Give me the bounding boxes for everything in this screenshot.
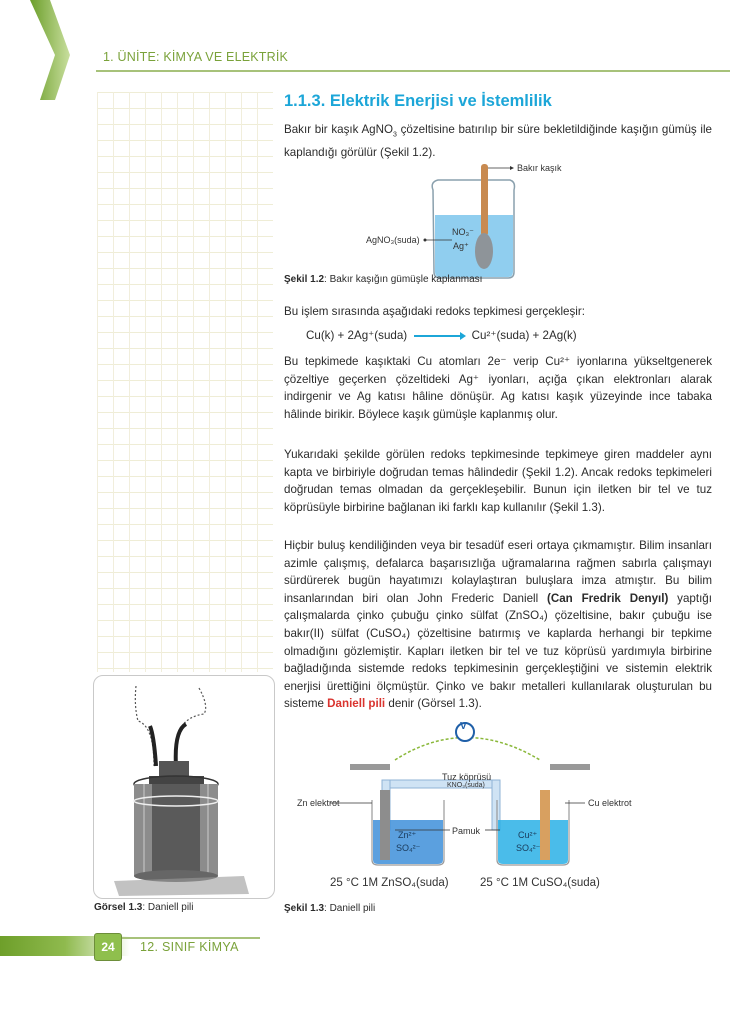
- book-title: 12. SINIF KİMYA: [140, 940, 239, 954]
- unit-title: 1. ÜNİTE: KİMYA VE ELEKTRİK: [103, 50, 289, 64]
- page-number: 24: [94, 933, 122, 961]
- so4-left-label: SO₄²⁻: [396, 843, 421, 853]
- equation-products: Cu²⁺(suda) + 2Ag(k): [471, 329, 577, 342]
- so4-right-label: SO₄²⁻: [516, 843, 541, 853]
- silver-coated-spoon: [475, 233, 493, 269]
- agno3-solution: [435, 215, 513, 277]
- notes-grid: [97, 92, 273, 672]
- label-agno3-solution: AgNO₃(suda): [366, 235, 420, 245]
- salt-bridge-label: Tuz köprüsü: [442, 772, 492, 782]
- header-divider: [96, 70, 730, 72]
- paragraph-indirect-contact: Yukarıdaki şekilde görülen redoks tepkimesinde tepkimeye giren maddeler aynı kapta ve birbiriyle doğrudan temas hâlindedir (Şekil 1.2). Ancak redoks tepkimeleri doğrudan temas olmadan da gerçekleşebilir. Bunun için iletken bir tel ve tuz köprüsüyle birbirine bağlanan iki farklı kap kullanılır (Şekil 1.3).: [284, 448, 712, 514]
- daniell-cell-term: Daniell pili: [327, 697, 386, 711]
- pronunciation-note: (Can Fredrik Denyıl): [547, 591, 669, 605]
- zn-ion-label: Zn²⁺: [398, 830, 417, 840]
- copper-spoon-handle: [481, 164, 488, 236]
- section-title: 1.1.3. Elektrik Enerjisi ve İstemlilik: [284, 92, 552, 110]
- zn-electrode-label: Zn elektrot: [297, 798, 340, 808]
- label-ag-ion: Ag⁺: [453, 241, 469, 251]
- salt-bridge-sub-label: KNO₃(suda): [447, 782, 485, 789]
- footer-divider: [120, 937, 260, 939]
- paragraph-daniell-history: Hiçbir buluş kendiliğinden veya bir tesadüf eseri ortaya çıkmamıştır. Bilim insanları azimle çalışmış, defalarca başarısızlığa uğramalarına rağmen sabırla çalışmayı sürdürerek bugün hayatımızı kolaylaştıran buluşlara imza atmıştır. Bu bilim insanlarından biri olan John Frederic Daniell (Can Fredrik Denyıl) yaptığı çalışmalarda çinko çubuğu çinko sülfat (ZnSO₄) çözeltisine, bakır çubuğu ise bakır(II) sülfat (CuSO₄) çözeltisine batırmış ve kaplarda herhangi bir tepkime olmadığını gözlemiştir. Kapları iletken bir tel ve tuz köprüsü yardımıyla birbirine bağladığında sistemde redoks tepkimesinin gerçekleştiğini ve sistemin elektrik enerjisi ürettiğini ölçmüştür. Çinko ve bakır metalleri kullanılarak oluşturulan bu sisteme Daniell pili denir (Görsel 1.3).: [284, 539, 712, 711]
- copper-electrode: [540, 790, 550, 860]
- header-chevron-decoration: [0, 0, 110, 100]
- left-solution-label: 25 °C 1M ZnSO₄(suda): [330, 877, 449, 889]
- figure-1-3-caption: Şekil 1.3: Daniell pili: [284, 903, 376, 914]
- reaction-intro: Bu işlem sırasında aşağıdaki redoks tepkimesi gerçekleşir:: [284, 305, 585, 318]
- intro-paragraph: Bakır bir kaşık AgNO$_3$ çözeltisine batırılıp bir süre bekletildiğinde kaşığın gümüş ile kaplandığı görülür (Şekil 1.2).: [284, 123, 712, 159]
- zinc-electrode: [380, 790, 390, 860]
- figure-1-2-beaker-diagram: [360, 160, 570, 280]
- cu-ion-label: Cu²⁺: [518, 830, 538, 840]
- voltmeter-label: V: [460, 721, 467, 732]
- redox-equation: [306, 328, 577, 342]
- left-alligator-clip: [350, 764, 390, 770]
- daniell-cell-photo: [93, 675, 275, 899]
- label-no3-ion: NO₃⁻: [452, 227, 474, 237]
- figure-1-3-daniell-cell-diagram: [300, 720, 640, 870]
- paragraph-redox-explanation: Bu tepkimede kaşıktaki Cu atomları 2e⁻ verip Cu²⁺ iyonlarına yükseltgenerek çözeltiye geçerken çözeltideki Ag⁺ iyonları, açığa çıkan elektronları alarak indirgenir ve Ag katısı hâline dönüşür. Ag katısı kaşık yüzeyinde ince tabaka hâlinde birikir. Böylece kaşık gümüşle kaplanmış olur.: [284, 355, 712, 421]
- equation-reactants: Cu(k) + 2Ag⁺(suda): [306, 329, 408, 342]
- cu-electrode-label: Cu elektrot: [588, 798, 632, 808]
- label-copper-spoon: Bakır kaşık: [517, 163, 562, 173]
- right-alligator-clip: [550, 764, 590, 770]
- reaction-arrow-icon: [414, 335, 464, 337]
- cuso4-solution: [498, 820, 568, 864]
- right-solution-label: 25 °C 1M CuSO₄(suda): [480, 877, 600, 889]
- daniell-cell-engraving: [94, 676, 274, 898]
- cotton-label: Pamuk: [452, 826, 481, 836]
- photo-caption: Görsel 1.3: Daniell pili: [94, 902, 194, 913]
- figure-1-2-caption: Şekil 1.2: Bakır kaşığın gümüşle kaplanması: [284, 274, 483, 285]
